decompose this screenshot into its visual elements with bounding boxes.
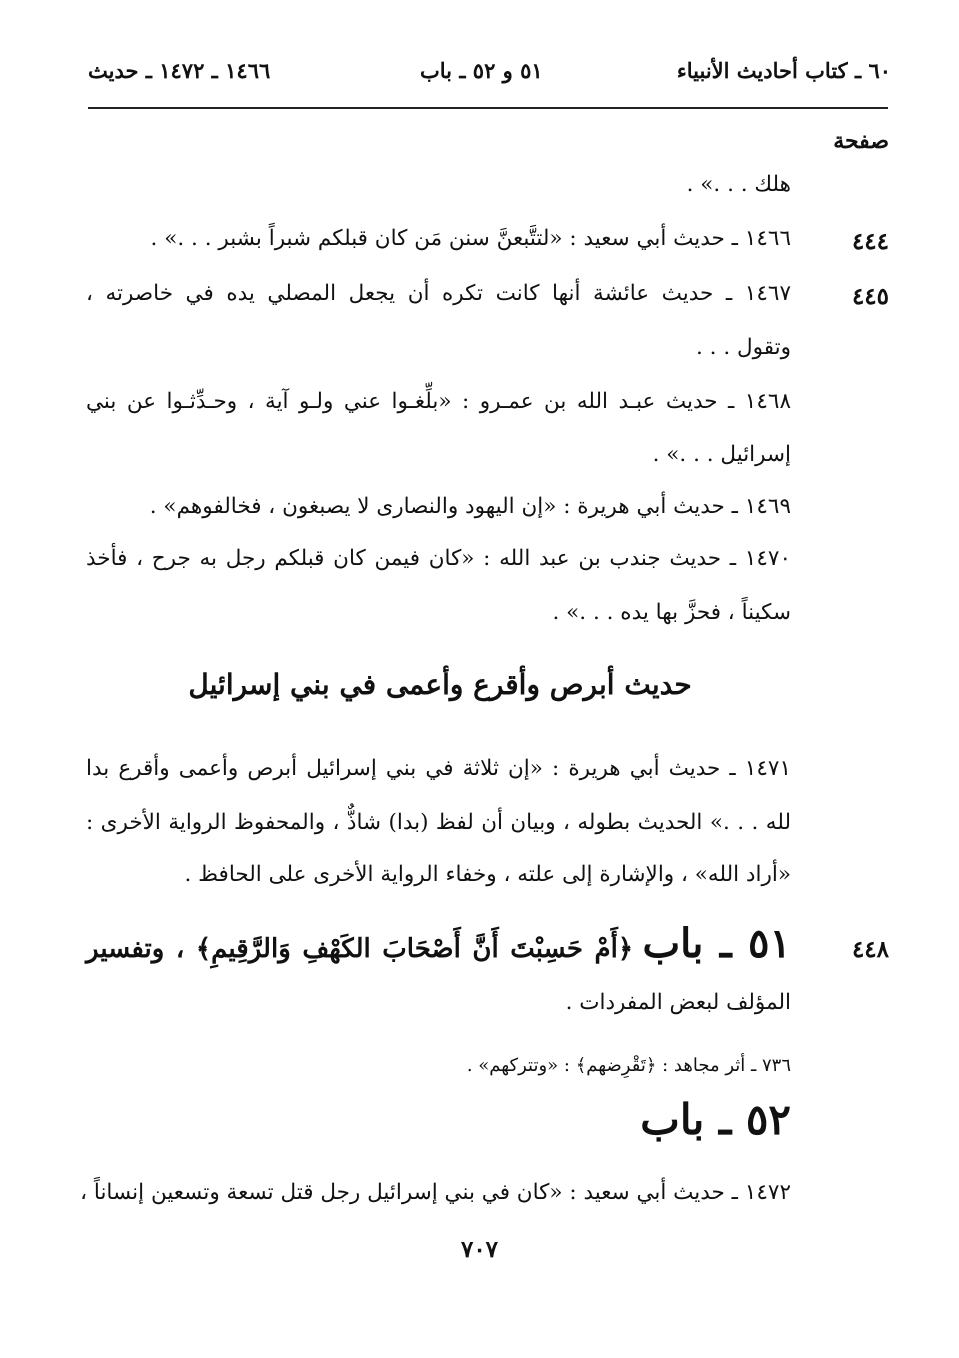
running-header-chapter: ٦٠ ـ كتاب أحاديث الأنبياء xyxy=(676,58,891,83)
text-line: المؤلف لبعض المفردات . xyxy=(565,990,791,1015)
running-header-hadith-range: ١٤٦٦ ـ ١٤٧٢ ـ حديث xyxy=(88,58,271,83)
text-line: ١٤٧١ ـ حديث أبي هريرة : «إن ثلاثة في بني إسرائيل أبرص وأعمى وأقرع بدا xyxy=(86,756,791,781)
text-line: لله . . .» الحديث بطوله ، وبيان أن لفظ (بدا) شاذٌّ ، والمحفوظ الرواية الأخرى : xyxy=(86,810,791,835)
section-heading: حديث أبرص وأقرع وأعمى في بني إسرائيل xyxy=(188,668,692,701)
text-line: ١٤٦٧ ـ حديث عائشة أنها كانت تكره أن يجعل المصلي يده في خاصرته ، xyxy=(86,281,791,306)
text-line: هلك . . .» . xyxy=(686,172,791,197)
running-header-sections: ٥١ و ٥٢ ـ باب xyxy=(420,58,543,83)
text-line: ١٤٦٨ ـ حديث عبـد الله بن عمـرو : «بلِّغـوا عني ولـو آية ، وحـدِّثـوا عن بني xyxy=(86,389,791,414)
text-line: ١٤٦٩ ـ حديث أبي هريرة : «إن اليهود والنصارى لا يصبغون ، فخالفوهم» . xyxy=(149,494,791,519)
bab51-line xyxy=(86,920,791,967)
page-number: ٧٠٧ xyxy=(460,1236,499,1263)
text-line: ١٤٧٢ ـ حديث أبي سعيد : «كان في بني إسرائيل رجل قتل تسعة وتسعين إنساناً ، xyxy=(80,1180,791,1205)
page-column-label: صفحة xyxy=(833,128,889,154)
text-line: إسرائيل . . .» . xyxy=(652,442,791,467)
page-ref: ٤٤٨ xyxy=(851,936,889,963)
bab52-title: ٥٢ ـ باب xyxy=(640,1095,791,1144)
header-rule xyxy=(88,107,888,109)
text-line: ١٤٦٦ ـ حديث أبي سعيد : «لتتَّبعنَّ سنن مَن كان قبلكم شبراً بشبر . . .» . xyxy=(150,226,791,251)
page-ref: ٤٤٥ xyxy=(851,283,889,310)
page-ref: ٤٤٤ xyxy=(851,228,889,255)
text-line: ٧٣٦ ـ أثر مجاهد : ﴿تَقْرِضهم﴾ : «وتتركهم» . xyxy=(466,1055,791,1076)
text-line: سكيناً ، فحزَّ بها يده . . .» . xyxy=(552,600,791,625)
quran-verse: ﴿أَمْ حَسِبْتَ أَنَّ أَصْحَابَ الكَهْفِ وَالرَّقِيمِ﴾ ، وتفسير xyxy=(86,934,634,964)
text-line: وتقول . . . xyxy=(696,335,791,360)
text-line: «أراد الله» ، والإشارة إلى علته ، وخفاء الرواية الأخرى على الحافظ . xyxy=(184,862,791,887)
bab51-title: ٥١ ـ باب xyxy=(642,920,792,967)
text-line: ١٤٧٠ ـ حديث جندب بن عبد الله : «كان فيمن كان قبلكم رجل به جرح ، فأخذ xyxy=(86,546,791,571)
